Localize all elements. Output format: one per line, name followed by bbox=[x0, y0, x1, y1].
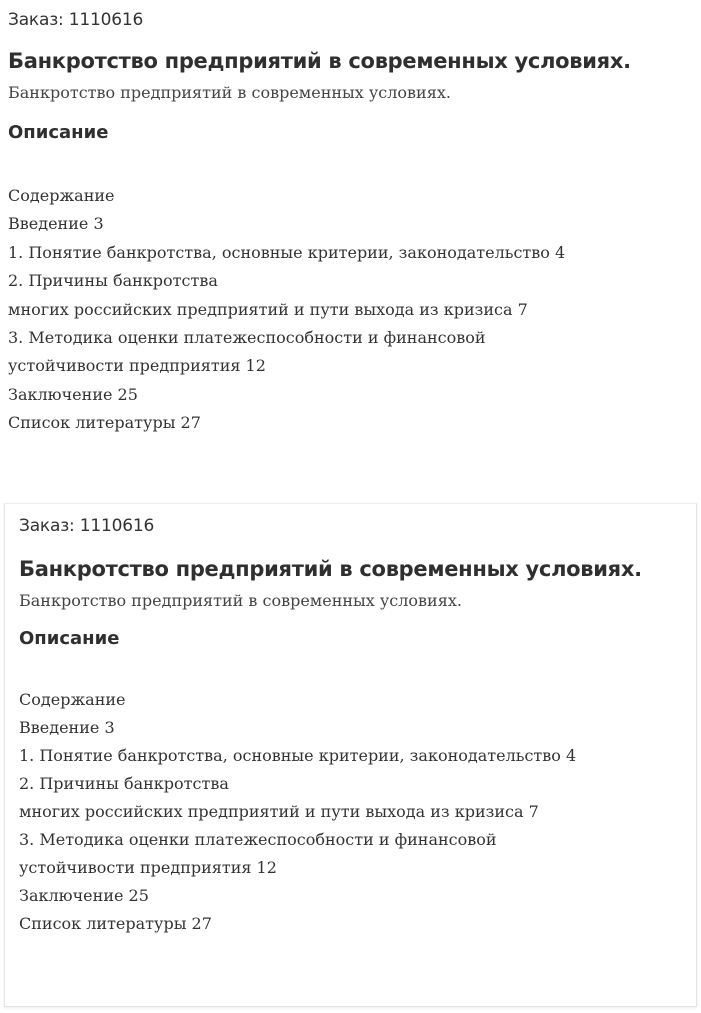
toc-line: Заключение 25 bbox=[19, 886, 149, 905]
toc-line: Введение 3 bbox=[8, 214, 104, 234]
toc-line: Список литературы 27 bbox=[19, 914, 212, 933]
toc-line: Список литературы 27 bbox=[8, 413, 201, 433]
toc-line: 3. Методика оценки платежеспособности и финансовой bbox=[19, 830, 497, 849]
toc-line: 3. Методика оценки платежеспособности и финансовой bbox=[8, 328, 486, 348]
toc-line: 2. Причины банкротства bbox=[19, 774, 229, 793]
toc-line: 1. Понятие банкротства, основные критерии, законодательство 4 bbox=[19, 746, 577, 765]
toc-line: Содержание bbox=[19, 690, 126, 709]
work-subtitle: Банкротство предприятий в современных условиях. bbox=[19, 591, 462, 610]
description-heading: Описание bbox=[19, 628, 120, 649]
toc-line: 2. Причины банкротства bbox=[8, 271, 218, 291]
toc-line: 1. Понятие банкротства, основные критерии, законодательство 4 bbox=[8, 242, 566, 262]
order-number: Заказ: 1110616 bbox=[19, 516, 155, 536]
toc-line: многих российских предприятий и пути выхода из кризиса 7 bbox=[8, 299, 528, 319]
work-title: Банкротство предприятий в современных условиях. bbox=[8, 49, 631, 73]
toc-line: Содержание bbox=[8, 186, 115, 205]
order-number: Заказ: 1110616 bbox=[8, 10, 144, 30]
description-heading: Описание bbox=[8, 122, 109, 143]
toc-line: многих российских предприятий и пути выхода из кризиса 7 bbox=[19, 802, 539, 821]
work-title: Банкротство предприятий в современных условиях. bbox=[19, 557, 642, 581]
work-subtitle: Банкротство предприятий в современных условиях. bbox=[8, 83, 451, 102]
toc-line: устойчивости предприятия 12 bbox=[8, 356, 266, 376]
toc-line: устойчивости предприятия 12 bbox=[19, 858, 277, 877]
toc-line: Введение 3 bbox=[19, 718, 115, 737]
order-card-top bbox=[0, 0, 701, 460]
toc-line: Заключение 25 bbox=[8, 384, 138, 404]
table-of-contents bbox=[19, 686, 682, 938]
table-of-contents bbox=[8, 182, 693, 438]
order-card-bottom bbox=[4, 503, 697, 1007]
